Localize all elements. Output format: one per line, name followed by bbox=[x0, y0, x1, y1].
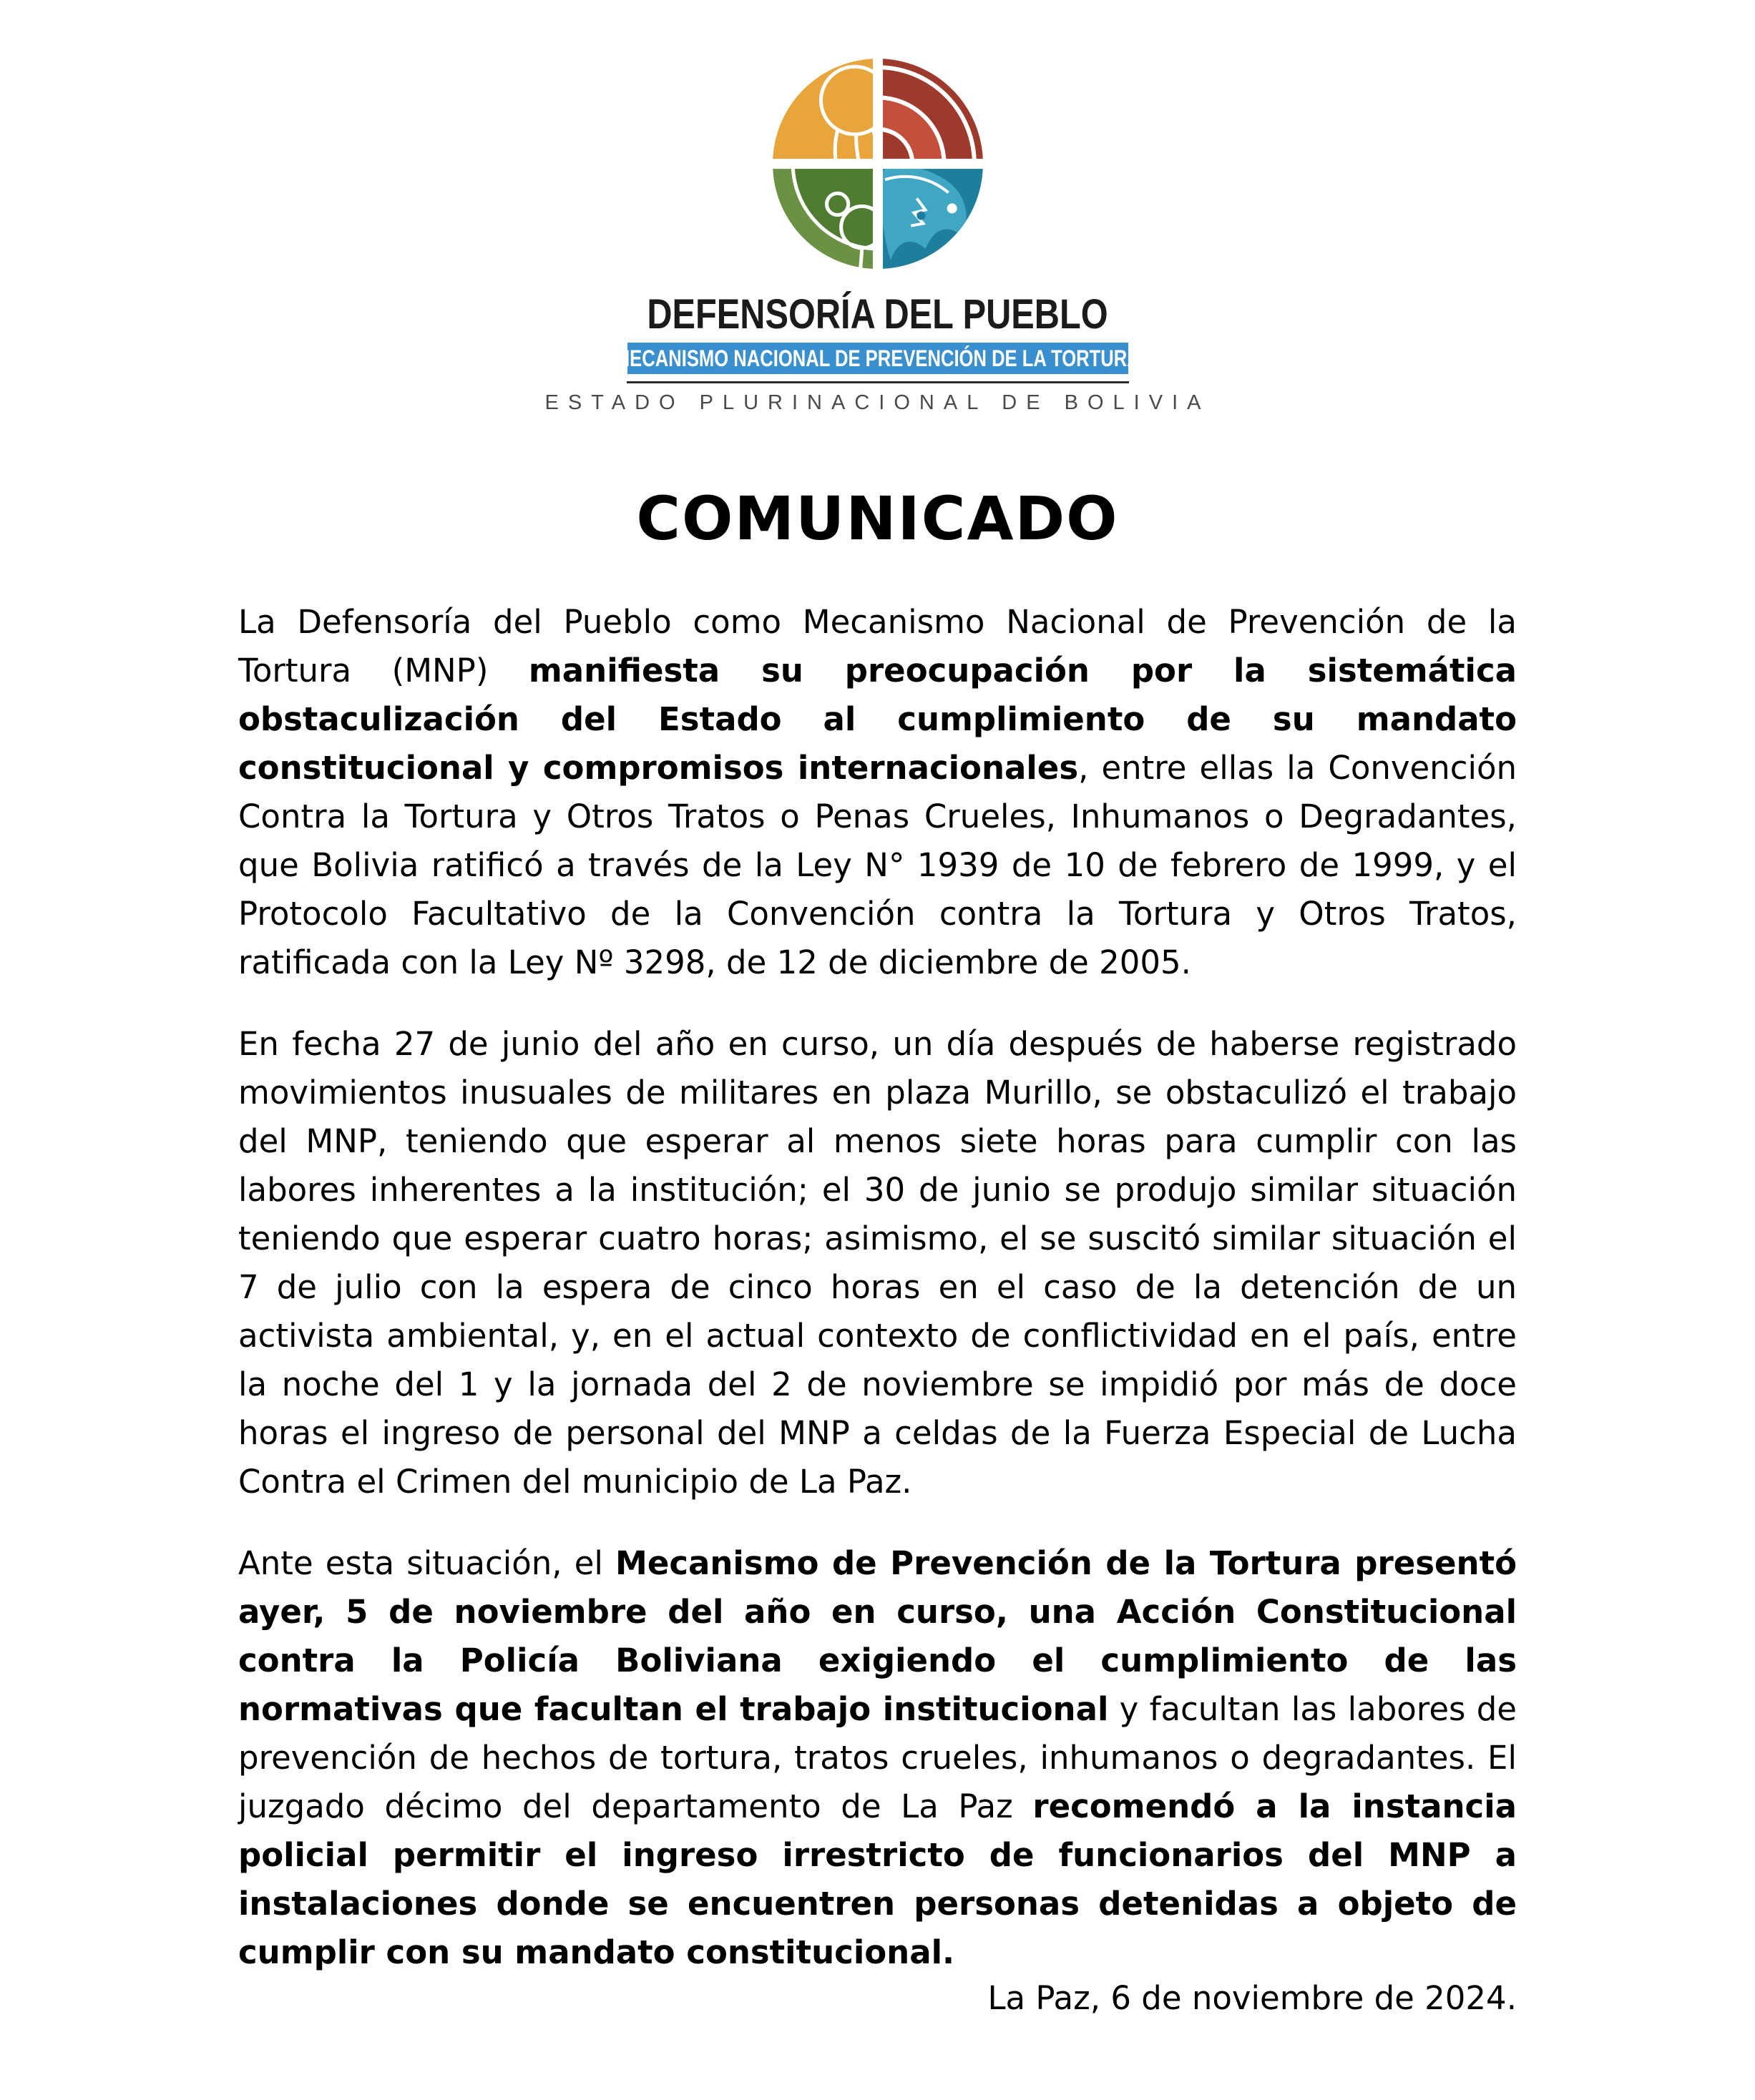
text-run: , entre ellas la Convención Contra la Tortura y Otros Tratos o Penas Crueles, Inhumanos o Degradantes, que Bolivia ratificó a través de la Ley N° 1939 de 10 de febrero de 1999, y el Protocolo Facultativo de la Convención contra la Tortura y Otros Tratos, ratificada con la Ley Nº 3298, de 12 de diciembre de 2005. bbox=[238, 749, 1517, 981]
date-line: La Paz, 6 de noviembre de 2024. bbox=[987, 1979, 1517, 2017]
letterhead-rule bbox=[627, 381, 1129, 383]
org-country: ESTADO PLURINACIONAL DE BOLIVIA bbox=[544, 391, 1211, 414]
logo-sun-quadrant bbox=[773, 59, 878, 164]
text-run: En fecha 27 de junio del año en curso, un día después de haberse registrado movimientos inusuales de militares en plaza Murillo, se obstaculizó el trabajo del MNP, teniendo que esperar al menos siete horas para cumplir con las labores inherentes a la institución; el 30 de junio se produjo similar situación teniendo que esperar cuatro horas; asimismo, el se suscitó similar situación el 7 de julio con la espera de cinco horas en el caso de la detención de un activista ambiental, y, en el actual contexto de conflictividad en el país, entre la noche del 1 y la jornada del 2 de noviembre se impidió por más de doce horas el ingreso de personal del MNP a celdas de la Fuerza Especial de Lucha Contra el Crimen del municipio de La Paz. bbox=[238, 1025, 1517, 1501]
org-name: DEFENSORÍA DEL PUEBLO bbox=[647, 291, 1108, 338]
letterhead bbox=[238, 56, 1517, 415]
paragraph-1 bbox=[238, 598, 1517, 987]
org-banner bbox=[615, 343, 1140, 374]
org-banner-label: MECANISMO NACIONAL DE PREVENCIÓN DE LA TORTURA bbox=[615, 345, 1140, 371]
paragraph-3 bbox=[238, 1539, 1517, 1977]
text-run-bold: recomendó a la instancia policial permitir el ingreso irrestricto de funcionarios del MNP a instalaciones donde se encuentren personas detenidas a objeto de cumplir con su mandato constitucional. bbox=[238, 1787, 1517, 1971]
paragraph-2 bbox=[238, 1020, 1517, 1506]
page-title: COMUNICADO bbox=[636, 484, 1119, 554]
document-body bbox=[238, 554, 1517, 1977]
text-run: y facultan las labores de prevención de hechos de tortura, tratos crueles, inhumanos o degradantes. El juzgado décimo del departamento de La Paz bbox=[238, 1690, 1517, 1825]
text-run-bold: Mecanismo de Prevención de la Tortura presentó ayer, 5 de noviembre del año en curso, una Acción Constitucional contra la Policía Boliviana exigiendo el cumplimiento de las normativas que facultan el trabajo institucional bbox=[238, 1544, 1517, 1728]
text-run: Ante esta situación, el bbox=[238, 1544, 616, 1582]
defensoria-logo bbox=[770, 56, 986, 272]
text-run: La Defensoría del Pueblo como Mecanismo Nacional de Prevención de la Tortura (MNP) bbox=[238, 603, 1517, 690]
text-run-bold: manifiesta su preocupación por la sistemática obstaculización del Estado al cumplimiento de su mandato constitucional y compromisos internacionales bbox=[238, 652, 1517, 787]
